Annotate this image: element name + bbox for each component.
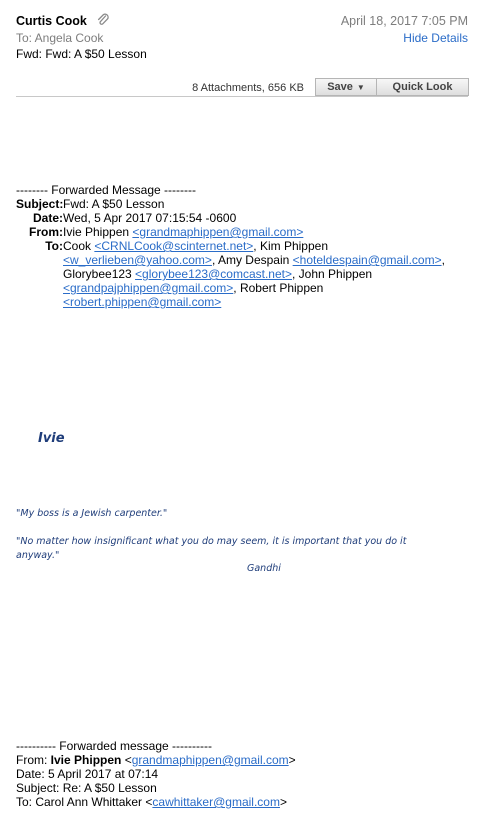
forwarded-message-block-2 bbox=[16, 739, 296, 809]
recipient-email-link[interactable]: <CRNLCook@scinternet.net> bbox=[94, 239, 254, 253]
fwd2-from-name: Ivie Phippen bbox=[50, 753, 122, 767]
message-subject: Fwd: Fwd: A $50 Lesson bbox=[16, 47, 147, 61]
save-button[interactable] bbox=[315, 78, 377, 96]
recipient-sep: , John Phippen bbox=[292, 267, 373, 281]
save-label: Save bbox=[327, 81, 353, 93]
chevron-down-icon: ▼ bbox=[356, 83, 365, 92]
recipient-sep: , Robert Phippen bbox=[233, 281, 324, 295]
fwd2-to-prefix: To: Carol Ann Whittaker < bbox=[16, 795, 153, 809]
fwd2-date-row: Date: 5 April 2017 at 07:14 bbox=[16, 767, 159, 781]
fwd-subject-row bbox=[16, 197, 463, 211]
quote-attribution: Gandhi bbox=[247, 563, 281, 574]
fwd-date-value: Wed, 5 Apr 2017 07:15:54 -0600 bbox=[63, 211, 237, 225]
recipient-sep: , Amy Despain bbox=[211, 253, 293, 267]
recipient-email-link[interactable]: <grandpajphippen@gmail.com> bbox=[63, 281, 234, 295]
sender-name: Curtis Cook bbox=[16, 14, 87, 28]
signature: Ivie bbox=[38, 431, 65, 446]
fwd-from-email-link[interactable]: <grandmaphippen@gmail.com> bbox=[132, 225, 304, 239]
fwd-from-key: From: bbox=[29, 225, 63, 239]
fwd2-from-close: > bbox=[288, 753, 296, 767]
fwd2-to-email-link[interactable]: cawhittaker@gmail.com bbox=[152, 795, 280, 809]
forward-separator: ---------- Forwarded message ---------- bbox=[16, 739, 212, 753]
quote-line: "No matter how insignificant what you do may seem, it is important that you do it anyway." bbox=[16, 536, 407, 561]
fwd-to-row bbox=[16, 239, 463, 309]
fwd-from-name: Ivie Phippen bbox=[63, 225, 133, 239]
fwd-date-key: Date: bbox=[32, 211, 63, 225]
forward-separator: -------- Forwarded Message -------- bbox=[16, 183, 196, 197]
fwd2-from-open: < bbox=[121, 753, 132, 767]
fwd2-to-row bbox=[16, 795, 296, 809]
recipient-sep: , Kim Phippen bbox=[253, 239, 329, 253]
recipient-email-link[interactable]: <robert.phippen@gmail.com> bbox=[63, 295, 222, 309]
recipient-email-link[interactable]: <glorybee123@comcast.net> bbox=[135, 267, 292, 281]
fwd-subject-key: Subject: bbox=[16, 197, 64, 211]
forwarded-message-block bbox=[16, 183, 463, 309]
recipient-name: Cook bbox=[63, 239, 95, 253]
fwd-to-key: To: bbox=[45, 239, 63, 253]
fwd2-to-close: > bbox=[279, 795, 287, 809]
hide-details-link[interactable]: Hide Details bbox=[403, 31, 468, 45]
fwd-from-row bbox=[16, 225, 463, 239]
to-line: To: Angela Cook bbox=[16, 31, 104, 45]
recipient-sep: , bbox=[441, 253, 445, 267]
fwd-subject-value: Fwd: A $50 Lesson bbox=[63, 197, 165, 211]
attachments-count: 8 Attachments, 656 KB bbox=[192, 82, 304, 94]
fwd2-from-prefix: From: bbox=[16, 753, 51, 767]
recipient-email-link[interactable]: <hoteldespain@gmail.com> bbox=[292, 253, 442, 267]
attachments-bar bbox=[16, 78, 468, 97]
fwd2-from-row bbox=[16, 753, 296, 767]
message-date: April 18, 2017 7:05 PM bbox=[340, 14, 468, 28]
fwd-date-row bbox=[16, 211, 463, 225]
quote-line: "My boss is a Jewish carpenter." bbox=[16, 508, 168, 519]
fwd2-subject-row: Subject: Re: A $50 Lesson bbox=[16, 781, 157, 795]
quick-look-button[interactable]: Quick Look bbox=[376, 78, 469, 96]
fwd2-from-email-link[interactable]: grandmaphippen@gmail.com bbox=[131, 753, 289, 767]
recipient-email-link[interactable]: <w_verlieben@yahoo.com> bbox=[63, 253, 212, 267]
recipient-name: Glorybee123 bbox=[63, 267, 136, 281]
paperclip-icon bbox=[96, 13, 110, 27]
